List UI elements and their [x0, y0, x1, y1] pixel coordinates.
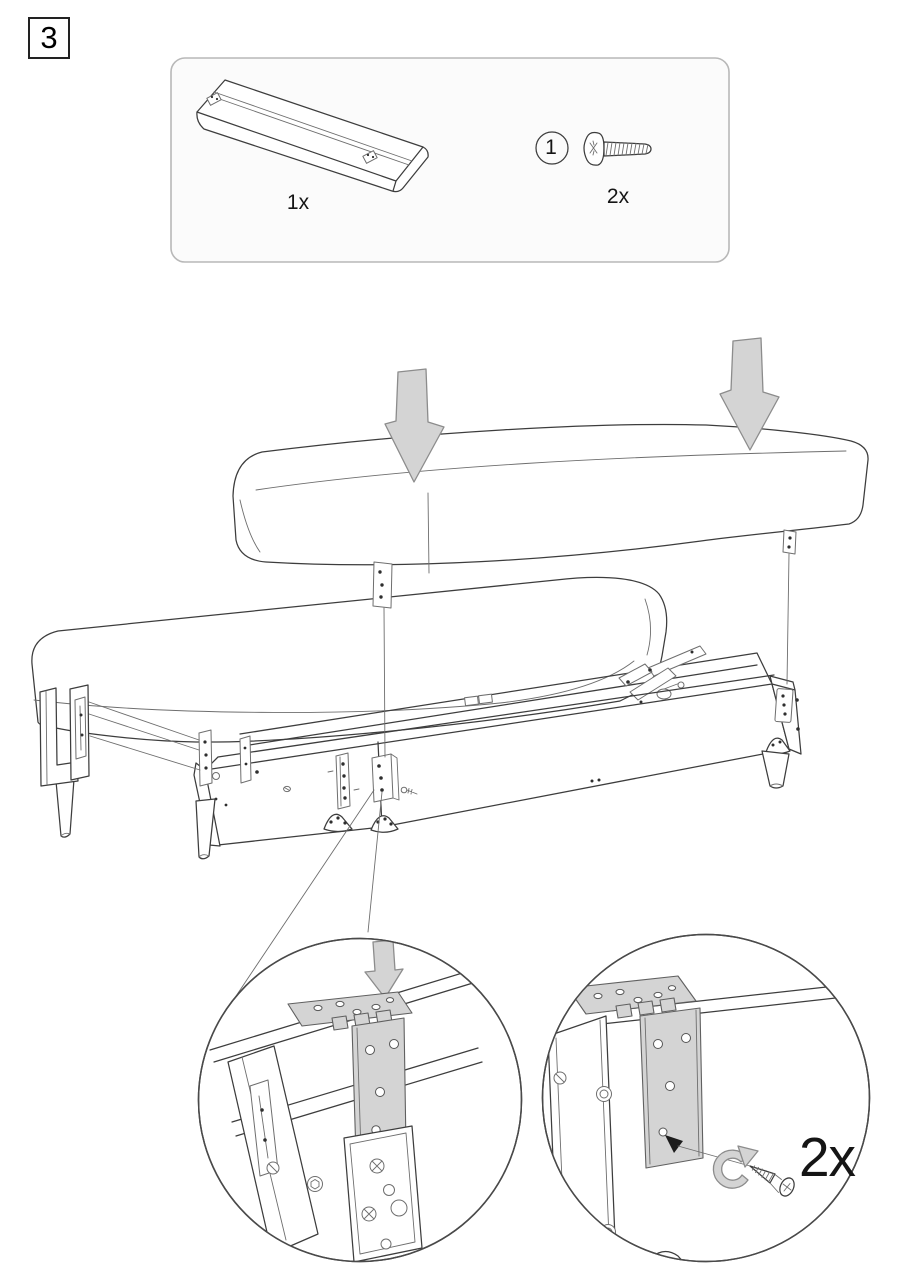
part-number-badge: 1 [545, 136, 557, 159]
step-number: 3 [40, 20, 58, 55]
backrest-cushion [233, 424, 868, 573]
detail-pocket-bracket [344, 1126, 422, 1262]
detail-callout-right [543, 935, 873, 1280]
detail-hex-bolt [308, 1177, 323, 1192]
parts-box [171, 58, 729, 262]
bolt-head [563, 1237, 577, 1251]
bracket-hole [384, 1185, 395, 1196]
detail-callout-left [199, 939, 522, 1263]
back-rail-slot [479, 694, 493, 704]
bench-leg [196, 799, 215, 859]
parts-box-frame [171, 58, 729, 262]
mounting-strap-right [783, 530, 796, 684]
detail-end-panel [548, 1016, 616, 1280]
back-rail-slot [465, 696, 479, 706]
detail-screw-quantity-label: 2x [798, 1126, 856, 1188]
bolt-head [597, 1087, 612, 1102]
bracket-hole [391, 1200, 407, 1216]
screw-quantity-label: 2x [606, 185, 630, 208]
bench-leg [762, 751, 789, 788]
bench-leg [56, 779, 74, 837]
bracket-hole [381, 1239, 391, 1249]
assembly-illustration [32, 338, 868, 1017]
phillips-screw [370, 1159, 384, 1173]
panel-quantity-label: 1x [286, 191, 310, 214]
step-number-box [28, 17, 70, 59]
phillips-screw [362, 1207, 376, 1221]
